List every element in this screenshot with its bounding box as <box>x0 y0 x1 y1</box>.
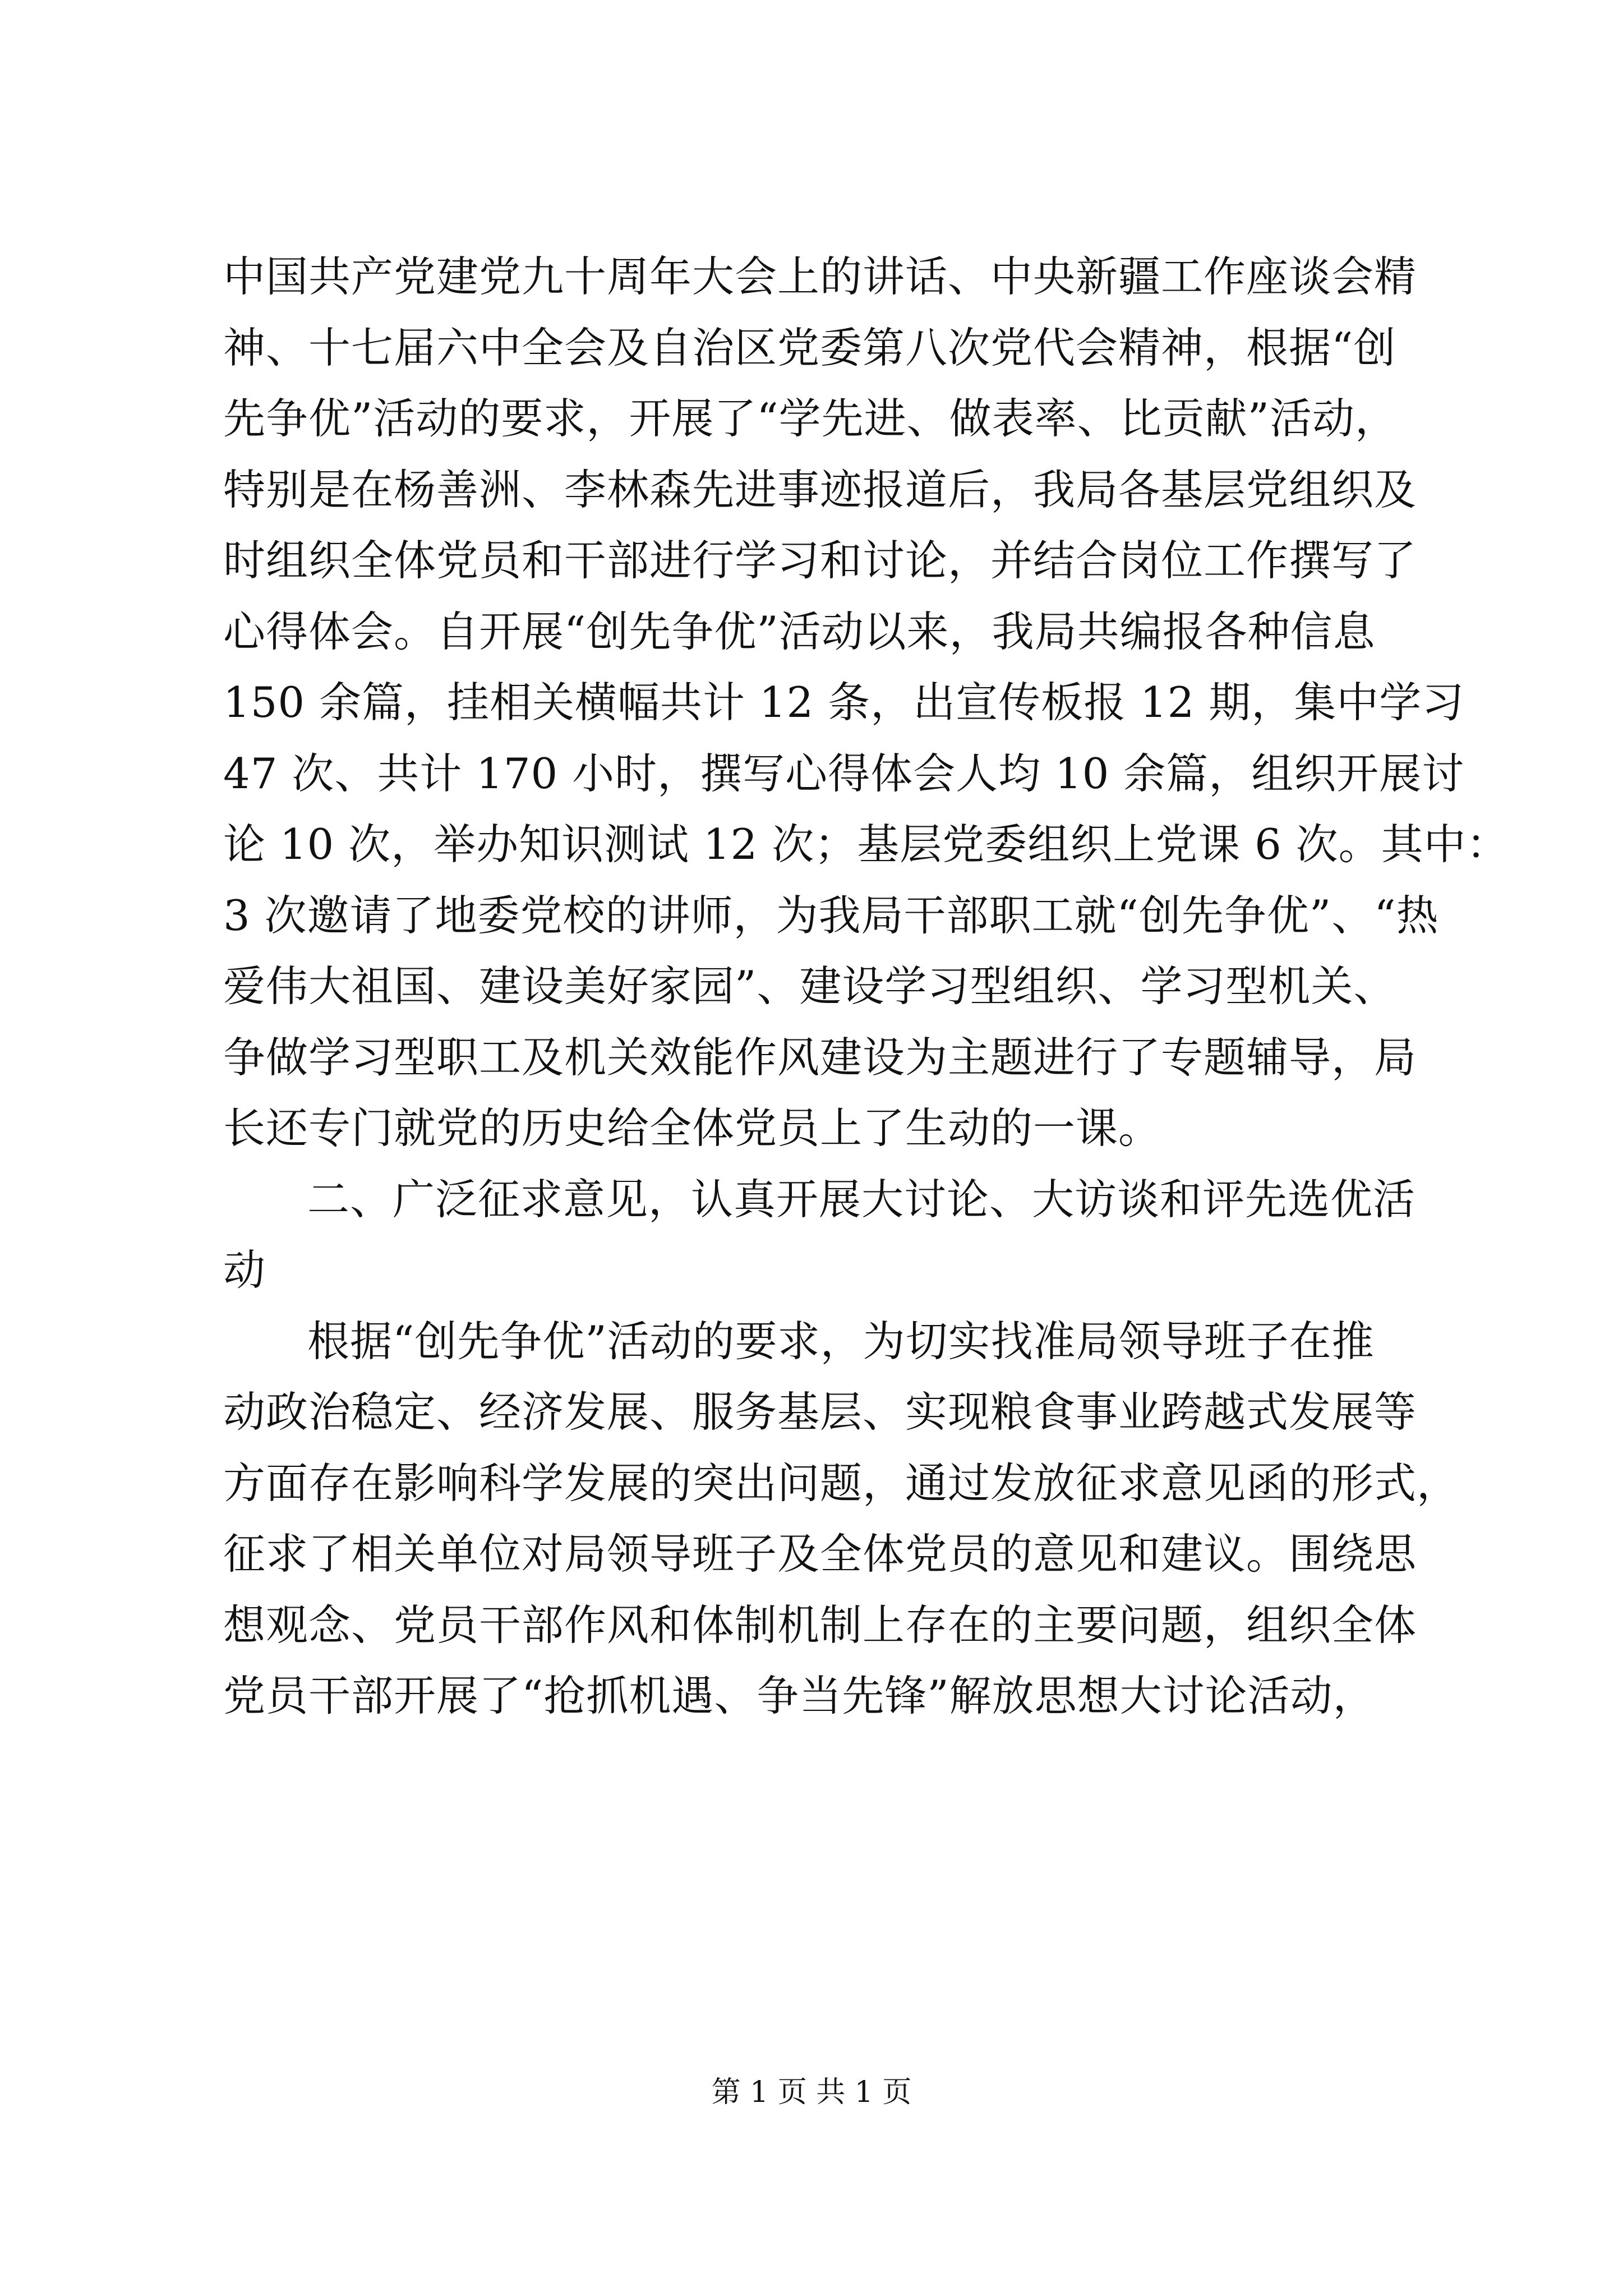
text-line: 3 次邀请了地委党校的讲师，为我局干部职工就“创先争优”、“热 <box>223 890 1439 940</box>
text-line: 爱伟大祖国、建设美好家园”、建设学习型组织、学习型机关、 <box>223 961 1396 1011</box>
text-line: 心得体会。自开展“创先争优”活动以来，我局共编报各种信息 <box>223 606 1376 656</box>
text-line: 先争优”活动的要求，开展了“学先进、做表率、比贡献”活动， <box>223 394 1398 443</box>
page-number-footer: 第 1 页 共 1 页 <box>711 2076 912 2109</box>
text-line: 论 10 次，举办知识测试 12 次；基层党委组织上党课 6 次。其中： <box>223 820 1509 869</box>
text-line: 党员干部开展了“抢抓机遇、争当先锋”解放思想大讨论活动， <box>223 1671 1376 1720</box>
section-heading: 二、广泛征求意见，认真开展大讨论、大访谈和评先选优活 <box>307 1174 1416 1224</box>
text-line: 150 余篇，挂相关横幅共计 12 条，出宣传板报 12 期，集中学习 <box>223 678 1465 727</box>
section-heading-continuation: 动 <box>223 1245 266 1295</box>
text-line: 中国共产党建党九十周年大会上的讲话、中央新疆工作座谈会精 <box>223 252 1417 301</box>
text-line: 争做学习型职工及机关效能作风建设为主题进行了专题辅导，局 <box>223 1032 1417 1082</box>
text-line: 神、十七届六中全会及自治区党委第八次党代会精神，根据“创 <box>223 323 1396 372</box>
text-line: 方面存在影响科学发展的突出问题，通过发放征求意见函的形式， <box>223 1458 1460 1508</box>
text-line: 47 次、共计 170 小时，撰写心得体会人均 10 余篇，组织开展讨 <box>223 748 1465 798</box>
text-line: 特别是在杨善洲、李林森先进事迹报道后，我局各基层党组织及 <box>223 464 1417 514</box>
text-line: 根据“创先争优”活动的要求，为切实找准局领导班子在推 <box>307 1316 1375 1366</box>
text-line: 时组织全体党员和干部进行学习和讨论，并结合岗位工作撰写了 <box>223 536 1417 585</box>
document-body <box>223 241 1509 1732</box>
text-line: 动政治稳定、经济发展、服务基层、实现粮食事业跨越式发展等 <box>223 1387 1417 1437</box>
text-line: 征求了相关单位对局领导班子及全体党员的意见和建议。围绕思 <box>223 1529 1417 1579</box>
text-line: 长还专门就党的历史给全体党员上了生动的一课。 <box>223 1103 1161 1153</box>
text-line: 想观念、党员干部作风和体制机制上存在的主要问题，组织全体 <box>223 1600 1417 1650</box>
